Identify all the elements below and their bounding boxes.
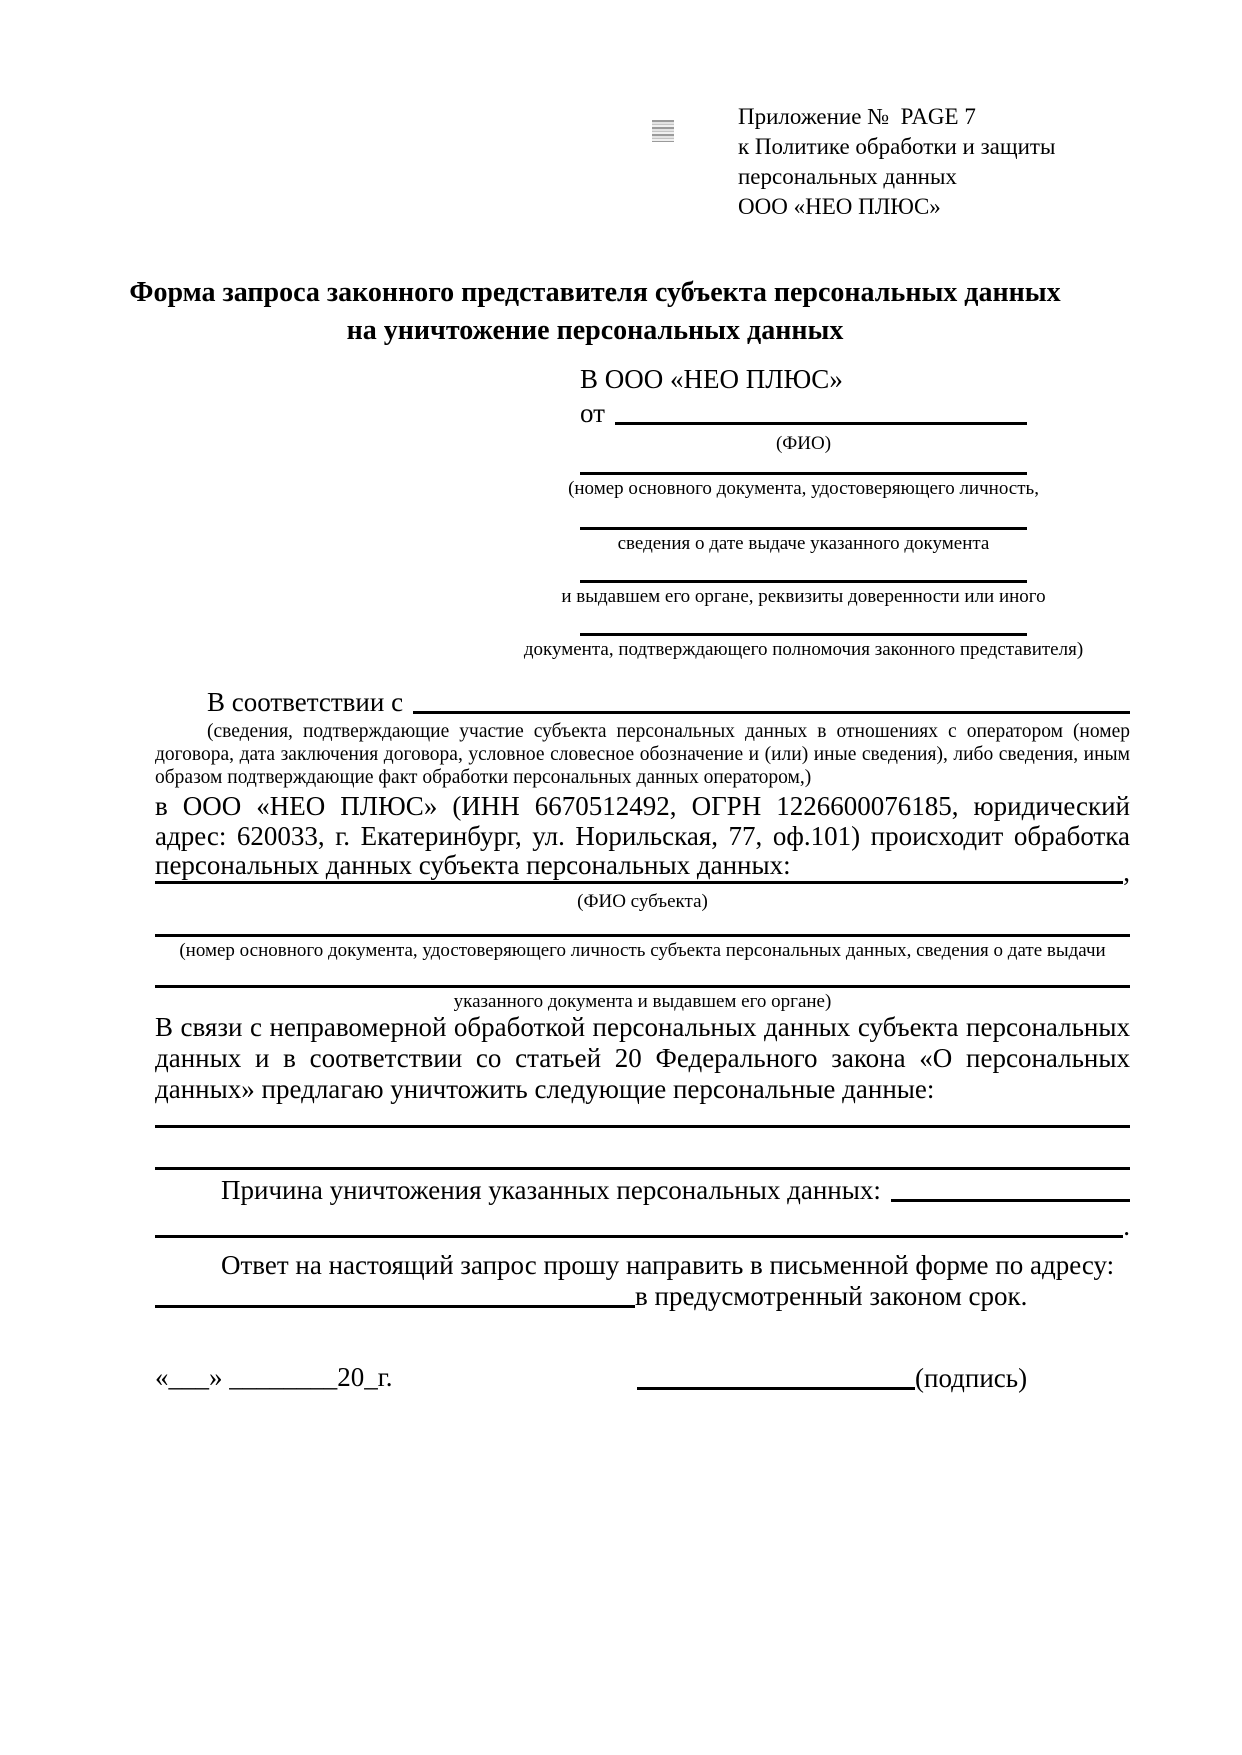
issuing-authority-caption: и выдавшем его органе, реквизиты доверенности или иного <box>561 586 1046 607</box>
signature-group <box>637 1362 1027 1394</box>
reason-fill-line <box>891 1199 1130 1202</box>
field-code-artifact <box>652 120 674 142</box>
reason-label: Причина уничтожения указанных персональных данных: <box>221 1175 881 1205</box>
operator-details-paragraph: в ООО «НЕО ПЛЮС» (ИНН 6670512492, ОГРН 1226600076185, юридический адрес: 620033, г. Екатеринбург, ул. Норильская, 77, оф.101) происходит обработка персональных данных субъекта персональных данных: <box>155 791 1130 880</box>
answer-tail: в предусмотренный законом срок. <box>635 1281 1028 1311</box>
subject-fio-fill-line <box>155 881 1123 884</box>
authority-doc-caption: документа, подтверждающего полномочия законного представителя) <box>523 639 1084 660</box>
representative-fio-fill-line <box>615 422 1027 425</box>
subject-block <box>155 857 1130 1012</box>
header-company-line: ООО «НЕО ПЛЮС» <box>738 194 941 219</box>
reason-continuation-row <box>155 1211 1130 1242</box>
doc-number-fill-line <box>580 472 1027 475</box>
accordance-lead-label: В соответствии с <box>207 687 404 717</box>
address-fill-line <box>155 1305 635 1308</box>
title-line-2: на уничтожение персональных данных <box>346 315 844 346</box>
from-label: от <box>580 398 605 428</box>
subject-trailing-comma: , <box>1123 857 1130 887</box>
header-personal-data-line: персональных данных <box>738 164 957 189</box>
accordance-basis-fill-line <box>413 711 1130 714</box>
issue-date-caption: сведения о дате выдаче указанного документа <box>617 533 990 554</box>
header-policy-line: к Политике обработки и защиты <box>738 134 1056 159</box>
header-appendix-line: Приложение № PAGE 7 <box>738 104 976 129</box>
fio-caption: (ФИО) <box>775 433 832 454</box>
subject-fio-row <box>155 857 1130 888</box>
title-line-1: Форма запроса законного представителя субъекта персональных данных <box>129 277 1061 308</box>
doc-number-caption: (номер основного документа, удостоверяющего личность, <box>568 478 1039 499</box>
subject-fio-caption: (ФИО субъекта) <box>577 891 708 912</box>
header-block <box>738 102 1055 222</box>
accordance-note: (сведения, подтверждающие участие субъекта персональных данных в отношениях с оператором (номер договора, дата заключения договора, условное словесное обозначение и (или) иные сведения), либо сведения, иным образом подтверждающие факт обработки персональных данных оператором,) <box>155 721 1130 788</box>
accordance-block <box>155 688 1130 881</box>
from-row <box>580 399 1027 429</box>
destruction-request-paragraph: В связи с неправомерной обработкой персональных данных субъекта персональных данных и в соответствии со статьей 20 Федерального закона «О персональных данных» предлагаю уничтожить следующие персональные данные: <box>155 1012 1130 1104</box>
subject-doc-caption-1: (номер основного документа, удостоверяющего личность субъекта персональных данных, сведения о дате выдачи <box>179 940 1106 961</box>
answer-intro: Ответ на настоящий запрос прошу направить в письменной форме по адресу: <box>221 1250 1115 1280</box>
trailing-period: . <box>1123 1211 1130 1241</box>
subject-doc-fill-line-2 <box>155 985 1130 988</box>
issuing-authority-fill-line <box>580 580 1027 583</box>
data-to-destroy-fill-line-1 <box>155 1125 1130 1128</box>
addressee-to: В ООО «НЕО ПЛЮС» <box>580 364 843 394</box>
data-to-destroy-fill-line-2 <box>155 1167 1130 1170</box>
subject-doc-caption-2: указанного документа и выдавшем его органе) <box>453 991 832 1012</box>
signature-row <box>155 1362 1130 1394</box>
date-blank: «___» ________20_г. <box>155 1362 393 1392</box>
reason-row <box>155 1176 1130 1206</box>
authority-doc-fill-line <box>580 633 1027 636</box>
answer-address-row <box>155 1281 1130 1312</box>
signature-fill-line <box>637 1387 915 1390</box>
issue-date-fill-line <box>580 527 1027 530</box>
document-title <box>129 274 1061 350</box>
addressee-block <box>523 364 1084 660</box>
signature-caption: (подпись) <box>915 1363 1028 1393</box>
reason-fill-line-2 <box>155 1235 1123 1238</box>
subject-doc-fill-line <box>155 934 1130 937</box>
accordance-lead-row <box>155 688 1130 718</box>
